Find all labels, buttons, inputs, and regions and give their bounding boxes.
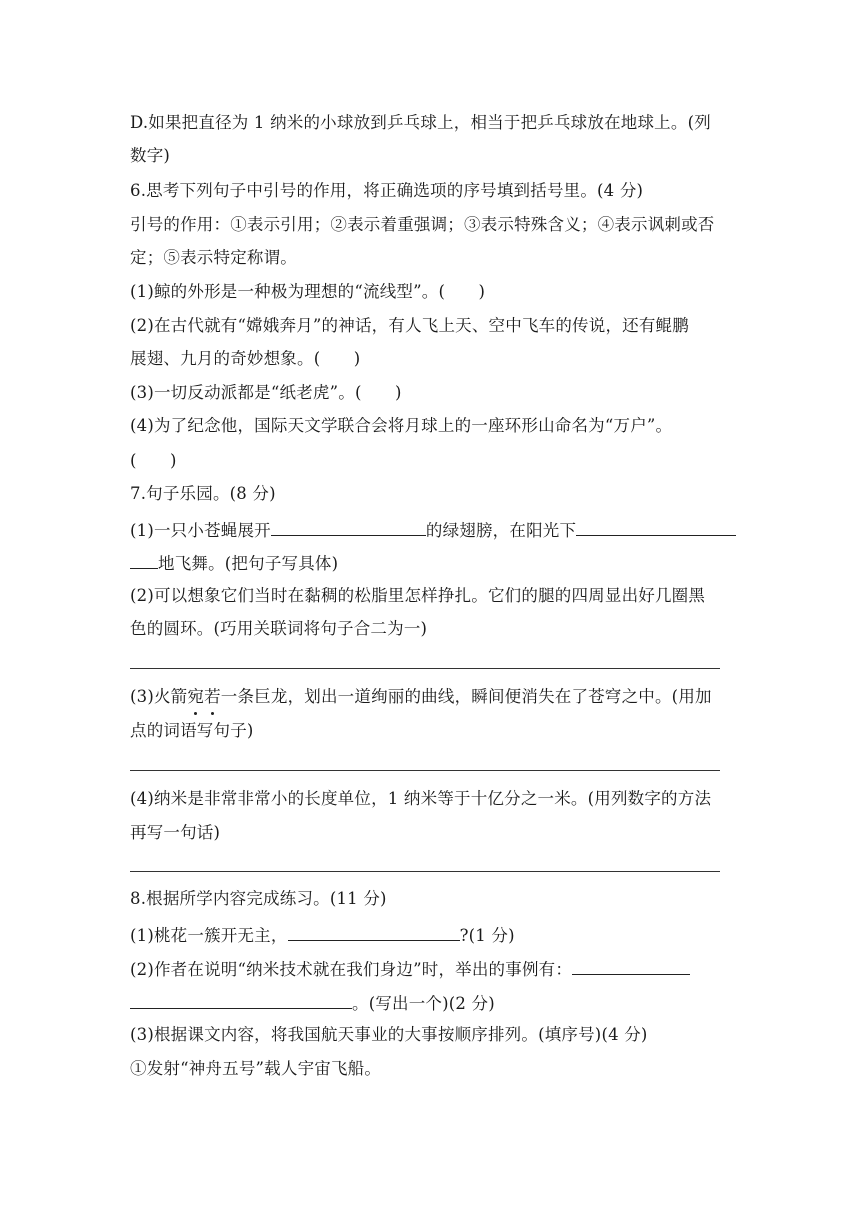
text-line: (4)为了纪念他，国际天文学联合会将月球上的一座环形山命名为“万户”。 (130, 416, 673, 435)
text-segment: (3)火箭 (130, 687, 188, 706)
text-segment: 的绿翅膀，在阳光下 (425, 521, 577, 540)
text-line: (2)在古代就有“嫦娥奔月”的神话，有人飞上天、空中飞车的传说，还有鲲鹏 (130, 316, 689, 335)
answer-blank[interactable] (130, 990, 352, 1009)
text-line (130, 956, 690, 981)
answer-blank[interactable] (130, 550, 158, 569)
question-6-title: 6.思考下列句子中引号的作用，将正确选项的序号填到括号里。(4 分) (130, 181, 644, 200)
text-segment: ?(1 分) (459, 926, 515, 945)
text-line: 数字) (130, 146, 171, 165)
text-line: 点的词语写句子) (130, 721, 254, 740)
answer-blank[interactable] (576, 517, 736, 536)
text-line: 展翅、九月的奇妙想象。( ) (130, 349, 361, 368)
text-line: (4)纳米是非常非常小的长度单位，1 纳米等于十亿分之一米。(用列数字的方法 (130, 789, 712, 808)
text-line: 色的圆环。(巧用关联词将句子合二为一) (130, 619, 428, 638)
text-line: (1)鲸的外形是一种极为理想的“流线型”。( ) (130, 282, 486, 301)
text-line: ①发射“神舟五号”载人宇宙飞船。 (130, 1059, 382, 1078)
text-segment: 一条巨龙，划出一道绚丽的曲线，瞬间便消失在了苍穹之中。(用加 (220, 687, 712, 706)
text-segment: (1)桃花一簇开无主， (130, 926, 288, 945)
answer-blank[interactable] (271, 517, 426, 536)
dotted-char: 宛 (187, 687, 205, 706)
answer-line[interactable] (130, 871, 720, 872)
answer-blank[interactable] (572, 956, 690, 975)
text-line: 再写一句话) (130, 823, 221, 842)
text-segment: (2)作者在说明“纳米技术就在我们身边”时，举出的事例有： (130, 960, 573, 979)
text-line: 定；⑤表示特定称谓。 (130, 248, 297, 267)
text-line (130, 922, 515, 947)
dotted-char: 若 (204, 687, 221, 706)
text-line: (3)一切反动派都是“纸老虎”。( ) (130, 383, 402, 402)
text-line: (3)根据课文内容，将我国航天事业的大事按顺序排列。(填序号)(4 分) (130, 1025, 648, 1044)
text-line (130, 517, 736, 542)
text-segment: (1)一只小苍蝇展开 (130, 521, 271, 540)
answer-line[interactable] (130, 770, 720, 771)
answer-line[interactable] (130, 668, 720, 669)
text-line: ( ) (130, 451, 177, 470)
answer-blank[interactable] (288, 922, 460, 941)
question-8-title: 8.根据所学内容完成练习。(11 分) (130, 889, 387, 908)
text-line (130, 686, 712, 708)
text-line: D.如果把直径为 1 纳米的小球放到乒乓球上，相当于把乒乓球放在地球上。(列 (130, 113, 711, 132)
text-line (130, 550, 338, 575)
text-line (130, 990, 495, 1015)
question-7-title: 7.句子乐园。(8 分) (130, 484, 276, 503)
text-line: 引号的作用：①表示引用；②表示着重强调；③表示特殊含义；④表示讽刺或否 (130, 215, 715, 234)
text-line: (2)可以想象它们当时在黏稠的松脂里怎样挣扎。它们的腿的四周显出好几圈黑 (130, 586, 706, 605)
text-segment: 。(写出一个)(2 分) (352, 994, 495, 1013)
text-segment: 地飞舞。(把句子写具体) (158, 554, 339, 573)
